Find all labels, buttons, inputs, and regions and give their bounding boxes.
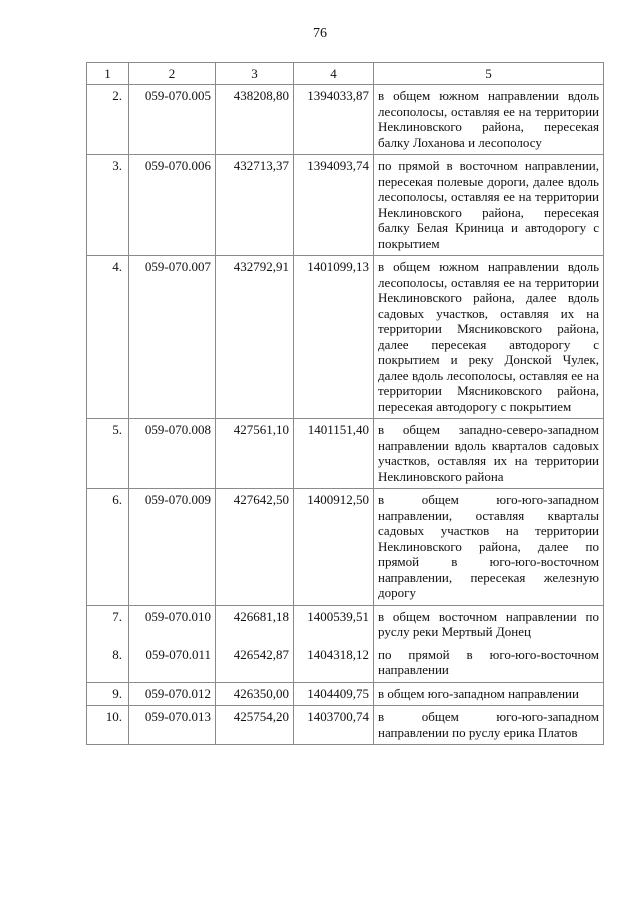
- coord-y: 1394033,87: [294, 85, 374, 155]
- description: [374, 644, 604, 683]
- header-cell: 2: [129, 63, 216, 85]
- description-text: в общем восточном направлении по руслу реки Мертвый Донец: [378, 608, 599, 639]
- coord-x: 427642,50: [216, 489, 294, 606]
- coord-x: 432713,37: [216, 155, 294, 256]
- header-cell: 3: [216, 63, 294, 85]
- table-row: [87, 155, 604, 256]
- row-number: 4.: [87, 256, 129, 419]
- description-text: в общем южном направлении вдоль лесополосы, оставляя ее на территории Неклиновского района, далее вдоль садовых участков, оставляя их на территории Мясниковского района, далее пересекая автодорогу с покрытием и реку Донской Чулек, далее вдоль лесополосы, оставляя ее на территории Мясниковского района, пересекая автодорогу с покрытием: [378, 259, 599, 414]
- header-cell: 4: [294, 63, 374, 85]
- description-text: в общем юго-западном направлении: [378, 685, 579, 701]
- table-row: [87, 419, 604, 489]
- coord-x: 426681,18: [216, 605, 294, 644]
- description-text: в общем юго-юго-западном направлении, оставляя кварталы садовых участков на территории Неклиновского района, далее по прямой в юго-юго-восточном направлении, пересекая железную дорогу: [378, 492, 599, 600]
- point-code: 059-070.007: [129, 256, 216, 419]
- coord-x: 425754,20: [216, 706, 294, 745]
- coord-y: 1394093,74: [294, 155, 374, 256]
- description: [374, 155, 604, 256]
- row-number: 8.: [87, 644, 129, 683]
- description: [374, 256, 604, 419]
- row-number: 3.: [87, 155, 129, 256]
- table-header-row: [87, 63, 604, 85]
- row-number: 10.: [87, 706, 129, 745]
- table-row: [87, 605, 604, 644]
- table-row: [87, 706, 604, 745]
- description-text: в общем западно-северо-западном направлении вдоль кварталов садовых участков, оставляя их на территории Неклиновского района: [378, 422, 599, 484]
- point-code: 059-070.010: [129, 605, 216, 644]
- header-cell: 1: [87, 63, 129, 85]
- table-row: [87, 489, 604, 606]
- coord-y: 1404409,75: [294, 682, 374, 706]
- row-number: 6.: [87, 489, 129, 606]
- coord-x: 438208,80: [216, 85, 294, 155]
- coord-y: 1401099,13: [294, 256, 374, 419]
- point-code: 059-070.013: [129, 706, 216, 745]
- coord-x: 427561,10: [216, 419, 294, 489]
- coord-y: 1404318,12: [294, 644, 374, 683]
- coord-y: 1401151,40: [294, 419, 374, 489]
- description-text: в общем южном направлении вдоль лесополосы, оставляя ее на территории Неклиновского района, пересекая балку Лоханова и лесополосу: [378, 88, 599, 150]
- table-row: [87, 682, 604, 706]
- point-code: 059-070.009: [129, 489, 216, 606]
- coord-x: 426350,00: [216, 682, 294, 706]
- description: [374, 706, 604, 745]
- table-row: [87, 85, 604, 155]
- description-text: по прямой в юго-юго-восточном направлении: [378, 646, 599, 677]
- page-number: 76: [313, 26, 327, 41]
- description: [374, 419, 604, 489]
- row-number: 5.: [87, 419, 129, 489]
- boundary-table: [86, 62, 604, 745]
- table-row: [87, 644, 604, 683]
- description: [374, 605, 604, 644]
- coord-y: 1400539,51: [294, 605, 374, 644]
- point-code: 059-070.011: [129, 644, 216, 683]
- description: [374, 682, 604, 706]
- point-code: 059-070.005: [129, 85, 216, 155]
- row-number: 7.: [87, 605, 129, 644]
- point-code: 059-070.008: [129, 419, 216, 489]
- description-text: по прямой в восточном направлении, пересекая полевые дороги, далее вдоль лесополосы, оставляя ее на территории Неклиновского района, пересекая балку Белая Криница и автодорогу с покрытием: [378, 158, 599, 251]
- point-code: 059-070.012: [129, 682, 216, 706]
- coord-x: 432792,91: [216, 256, 294, 419]
- coord-y: 1403700,74: [294, 706, 374, 745]
- coord-x: 426542,87: [216, 644, 294, 683]
- description: [374, 489, 604, 606]
- row-number: 9.: [87, 682, 129, 706]
- description-text: в общем юго-юго-западном направлении по руслу ерика Платов: [378, 709, 599, 740]
- point-code: 059-070.006: [129, 155, 216, 256]
- table-row: [87, 256, 604, 419]
- coord-y: 1400912,50: [294, 489, 374, 606]
- row-number: 2.: [87, 85, 129, 155]
- header-cell: 5: [374, 63, 604, 85]
- description: [374, 85, 604, 155]
